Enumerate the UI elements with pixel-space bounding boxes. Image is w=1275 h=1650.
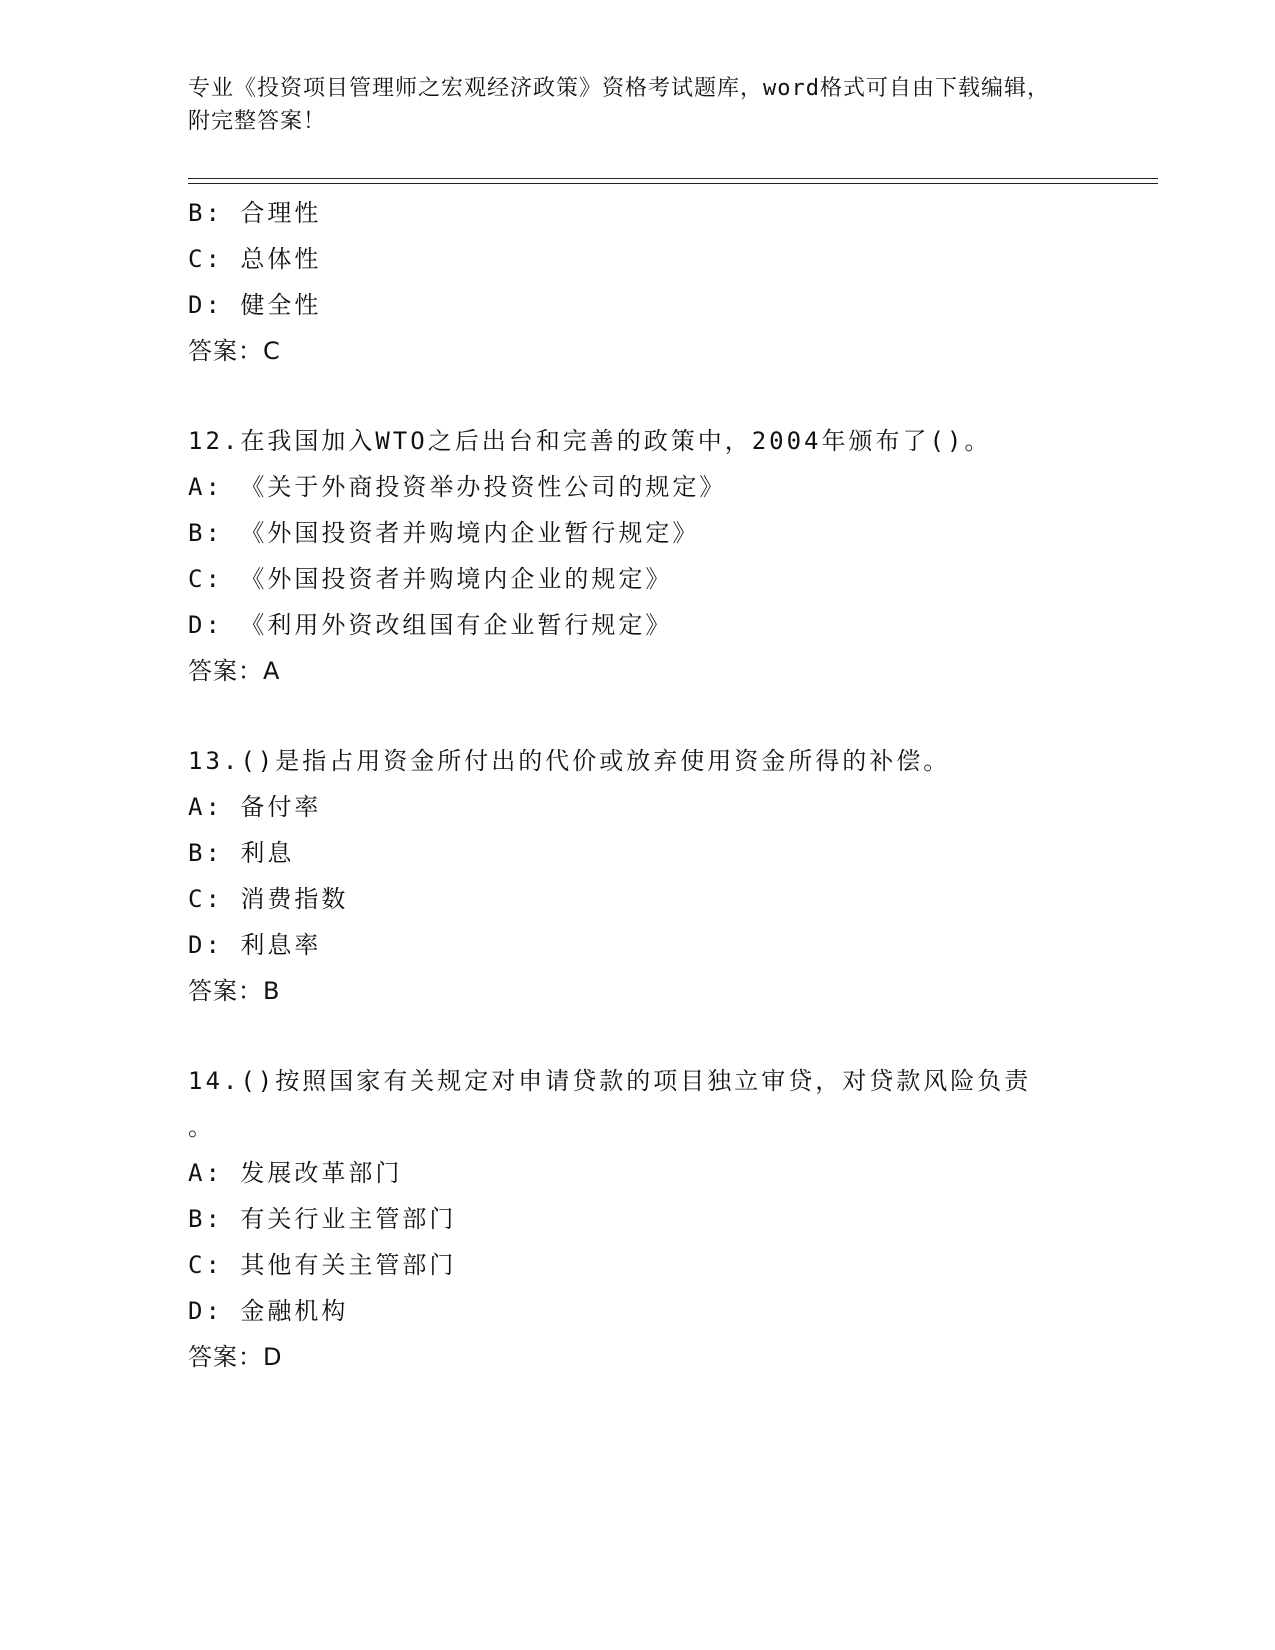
option-b: B: 有关行业主管部门 — [188, 1205, 457, 1233]
question-stem: 12.在我国加入WTO之后出台和完善的政策中，2004年颁布了()。 — [188, 427, 992, 455]
option-b: B: 合理性 — [188, 199, 322, 227]
question-stem: 13.()是指占用资金所付出的代价或放弃使用资金所得的补偿。 — [188, 747, 951, 775]
question-stem-wrap: 。 — [188, 1113, 215, 1141]
option-c: C: 其他有关主管部门 — [188, 1251, 457, 1279]
option-d: D: 金融机构 — [188, 1297, 349, 1325]
option-b: B: 利息 — [188, 839, 295, 867]
answer-line: 答案：C — [188, 337, 281, 365]
question-stem: 14.()按照国家有关规定对申请贷款的项目独立审贷，对贷款风险负责 — [188, 1067, 1032, 1095]
option-c: C: 总体性 — [188, 245, 322, 273]
question-list — [188, 190, 1088, 1380]
question-block-12 — [188, 418, 1088, 694]
document-header: 专业《投资项目管理师之宏观经济政策》资格考试题库，word格式可自由下载编辑，附完整答案！ — [188, 76, 1050, 134]
option-c: C: 消费指数 — [188, 885, 349, 913]
answer-line: 答案：B — [188, 977, 281, 1005]
option-a: A: 《关于外商投资举办投资性公司的规定》 — [188, 473, 727, 501]
answer-line: 答案：D — [188, 1343, 283, 1371]
option-d: D: 健全性 — [188, 291, 322, 319]
question-block-11-partial — [188, 190, 1088, 374]
question-block-14 — [188, 1058, 1088, 1380]
option-d: D: 利息率 — [188, 931, 322, 959]
question-block-13 — [188, 738, 1088, 1014]
option-a: A: 备付率 — [188, 793, 322, 821]
header-divider-bottom — [188, 183, 1158, 184]
option-d: D: 《利用外资改组国有企业暂行规定》 — [188, 611, 673, 639]
option-c: C: 《外国投资者并购境内企业的规定》 — [188, 565, 673, 593]
answer-line: 答案：A — [188, 657, 281, 685]
header-divider-top — [188, 178, 1158, 179]
option-b: B: 《外国投资者并购境内企业暂行规定》 — [188, 519, 700, 547]
option-a: A: 发展改革部门 — [188, 1159, 403, 1187]
